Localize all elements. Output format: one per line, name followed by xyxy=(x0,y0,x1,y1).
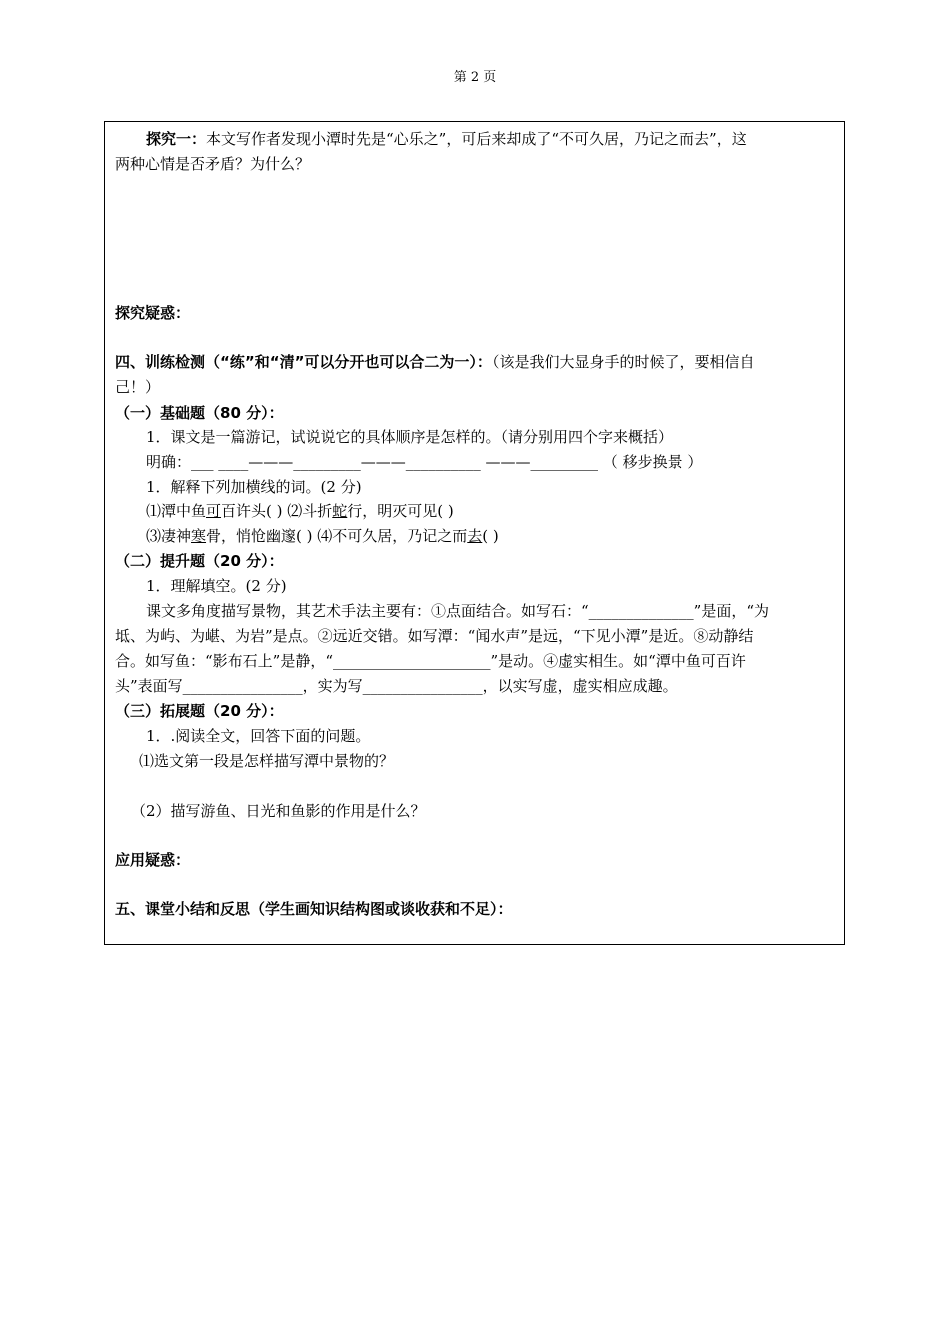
page-number: 第 2 页 xyxy=(453,70,497,85)
advance-title: （二）提升题（20 分）： xyxy=(115,552,284,570)
extend-q1: 1．.阅读全文，回答下面的问题。 xyxy=(146,727,371,745)
extend-title: （三）拓展题（20 分）： xyxy=(115,702,284,720)
section5-title: 五、课堂小结和反思（学生画知识结构图或谈收获和不足）： xyxy=(115,900,513,918)
explore1-line-1 xyxy=(146,129,747,149)
explore1-label: 探究一： xyxy=(146,130,207,148)
section4-line-1 xyxy=(115,352,754,372)
word-item-text: ⑴潭中鱼 xyxy=(146,502,207,520)
word-item-text: 行，明灭可见( ) xyxy=(347,502,454,520)
apply-doubt-label: 应用疑惑： xyxy=(115,851,191,869)
section4-title: 四、训练检测（“练”和“清”可以分开也可以合二为一）： xyxy=(115,353,492,371)
underlined-word: 去 xyxy=(467,527,483,545)
explore1-line-2: 两种心情是否矛盾？为什么？ xyxy=(115,155,311,173)
basic-answer-line: 明确：___ ____———_________———__________ ———_________ （ 移步换景 ） xyxy=(146,453,703,471)
word-item-text: 骨，悄怆幽邃( ) ⑷不可久居，乃记之而 xyxy=(206,527,468,545)
basic-title: （一）基础题（80 分）： xyxy=(115,404,284,422)
word-item-text: ( ) xyxy=(482,527,499,545)
advance-q1: 1．理解填空。(2 分) xyxy=(146,577,287,595)
extend-sub-question-1: ⑴选文第一段是怎样描写潭中景物的？ xyxy=(139,752,395,770)
underlined-word: 寒 xyxy=(191,527,207,545)
underlined-word: 可 xyxy=(206,502,222,520)
word-item-text: ⑶凄神 xyxy=(146,527,192,545)
word-items-row-2 xyxy=(146,526,499,546)
word-items-row-1 xyxy=(146,501,454,521)
explore-doubt-label: 探究疑惑： xyxy=(115,304,191,322)
worksheet-frame xyxy=(104,121,845,945)
advance-paragraph-line-3: 合。如写鱼：“影布石上”是静，“_____________________”是动。④虚实相生。如“潭中鱼可百许 xyxy=(115,652,746,670)
section4-line-2: 己！） xyxy=(115,378,161,396)
advance-paragraph-line-4: 头”表面写________________，实为写________________，以实写虚，虚实相应成趣。 xyxy=(115,677,678,695)
section4-note: （该是我们大显身手的时候了，要相信自 xyxy=(491,353,755,371)
basic-q1: 1．课文是一篇游记，试说说它的具体顺序是怎样的。（请分别用四个字来概括） xyxy=(146,428,674,446)
explore1-text: 本文写作者发现小潭时先是“心乐之”，可后来却成了“不可久居，乃记之而去”，这 xyxy=(206,130,747,148)
underlined-word: 蛇 xyxy=(332,502,348,520)
advance-paragraph-line-2: 坻、为屿、为嵁、为岩”是点。②远近交错。如写潭：“闻水声”是远，“下见小潭”是近。⑧动静结 xyxy=(115,627,754,645)
advance-paragraph-line-1: 课文多角度描写景物，其艺术手法主要有：①点面结合。如写石：“______________”是面，“为 xyxy=(146,602,770,620)
word-item-text: 百许头( ) ⑵斗折 xyxy=(221,502,333,520)
basic-q2: 1．解释下列加横线的词。(2 分) xyxy=(146,478,362,496)
extend-sub-question-2: （2）描写游鱼、日光和鱼影的作用是什么？ xyxy=(131,802,426,820)
